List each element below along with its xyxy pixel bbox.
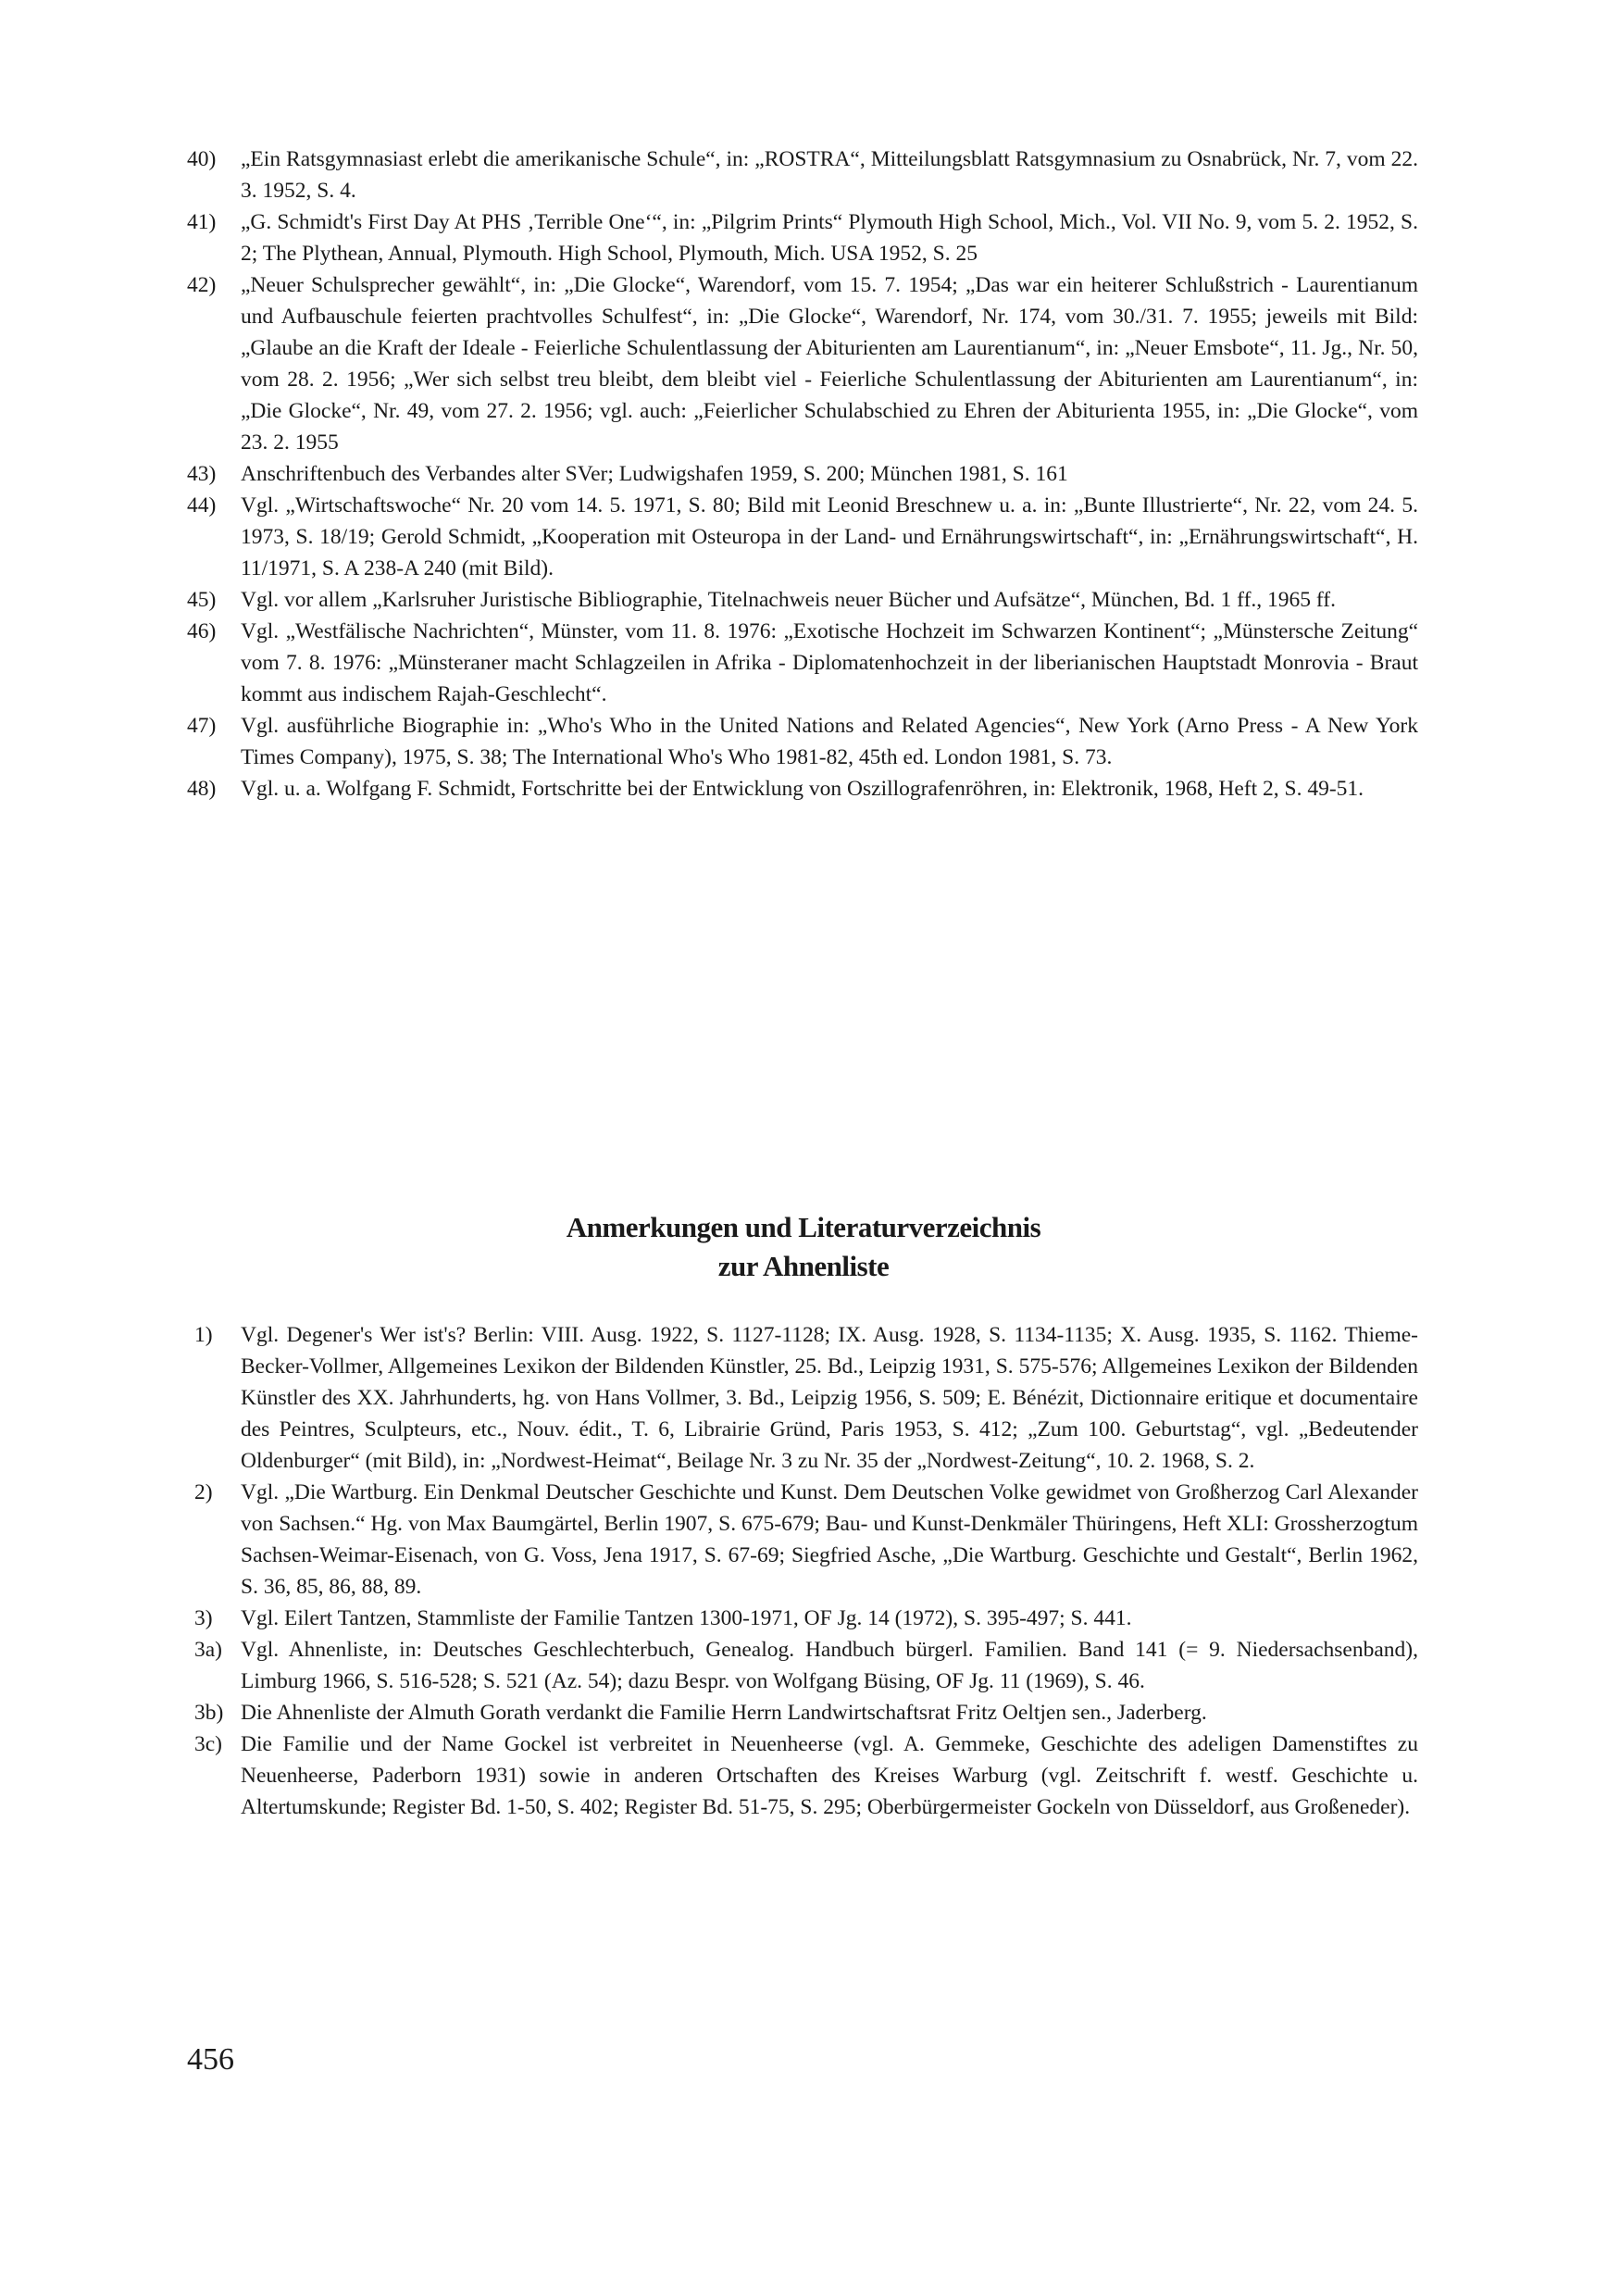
note-text: Vgl. „Westfälische Nachrichten“, Münster, vom 11. 8. 1976: „Exotische Hochzeit im Schwarzen Kontinent“; „Münstersche Zeitung“ vom 7. 8. 1976: „Münsteraner macht Schlagzeilen in Afrika - Diplomatenhochzeit in der liberianischen Hauptstadt Monrovia - Braut kommt aus indischem Rajah-Geschlecht“.: [241, 619, 1418, 706]
note-number: 3a): [194, 1638, 223, 1662]
note-3c: [187, 1728, 1418, 1823]
note-text: Vgl. u. a. Wolfgang F. Schmidt, Fortschritte bei der Entwicklung von Oszillografenröhren, in: Elektronik, 1968, Heft 2, S. 49-51.: [241, 777, 1364, 801]
note-number: 44): [187, 493, 217, 518]
note-2: [187, 1477, 1418, 1603]
note-number: 43): [187, 462, 217, 486]
note-45: [187, 584, 1418, 616]
note-3: [187, 1603, 1418, 1634]
heading-line-2: zur Ahnenliste: [717, 1250, 890, 1282]
note-text: Vgl. vor allem „Karlsruher Juristische Bibliographie, Titelnachweis neuer Bücher und Aufsätze“, München, Bd. 1 ff., 1965 ff.: [241, 588, 1337, 612]
note-42: [187, 269, 1418, 458]
note-1: [187, 1319, 1418, 1477]
note-number: 41): [187, 210, 217, 234]
note-text: Vgl. „Die Wartburg. Ein Denkmal Deutscher Geschichte und Kunst. Dem Deutschen Volke gewidmet von Großherzog Carl Alexander von Sachsen.“ Hg. von Max Baumgärtel, Berlin 1907, S. 675-679; Bau- und Kunst-Denkmäler Thüringens, Heft XLI: Grossherzogtum Sachsen-Weimar-Eisenach, von G. Voss, Jena 1917, S. 67-69; Siegfried Asche, „Die Wartburg. Geschichte und Gestalt“, Berlin 1962, S. 36, 85, 86, 88, 89.: [241, 1480, 1418, 1599]
notes-list-top: [187, 144, 1418, 805]
note-43: [187, 458, 1418, 490]
notes-list-bottom: [187, 1319, 1418, 1823]
note-text: Die Familie und der Name Gockel ist verbreitet in Neuenheerse (vgl. A. Gemmeke, Geschichte des adeligen Damenstiftes zu Neuenheerse, Paderborn 1931) sowie in anderen Ortschaften des Kreises Warburg (vgl. Zeitschrift f. westf. Geschichte u. Altertumskunde; Register Bd. 1-50, S. 402; Register Bd. 51-75, S. 295; Oberbürgermeister Gockeln von Düsseldorf, aus Großeneder).: [241, 1732, 1418, 1819]
note-number: 3b): [194, 1701, 224, 1725]
page-number: 456: [187, 2042, 234, 2077]
note-text: Anschriftenbuch des Verbandes alter SVer; Ludwigshafen 1959, S. 200; München 1981, S. 161: [241, 462, 1068, 486]
note-number: 47): [187, 714, 217, 738]
note-44: [187, 490, 1418, 584]
note-number: 1): [194, 1323, 213, 1347]
note-number: 2): [194, 1480, 213, 1504]
note-text: „G. Schmidt's First Day At PHS ‚Terrible One‘“, in: „Pilgrim Prints“ Plymouth High School, Mich., Vol. VII No. 9, vom 5. 2. 1952, S. 2; The Plythean, Annual, Plymouth. High School, Plymouth, Mich. USA 1952, S. 25: [241, 210, 1418, 266]
note-text: Vgl. Eilert Tantzen, Stammliste der Familie Tantzen 1300-1971, OF Jg. 14 (1972), S. 395-497; S. 441.: [241, 1606, 1132, 1630]
note-text: „Neuer Schulsprecher gewählt“, in: „Die Glocke“, Warendorf, vom 15. 7. 1954; „Das war ein heiterer Schlußstrich - Laurentianum und Aufbauschule feierten prachtvolles Schulfest“, in: „Die Glocke“, Warendorf, Nr. 174, vom 30./31. 7. 1955; jeweils mit Bild: „Glaube an die Kraft der Ideale - Feierliche Schulentlassung der Abiturienten am Laurentianum“, in: „Neuer Emsbote“, 11. Jg., Nr. 50, vom 28. 2. 1956; „Wer sich selbst treu bleibt, dem bleibt viel - Feierliche Schulentlassung der Abiturienten am Laurentianum“, in: „Die Glocke“, Nr. 49, vom 27. 2. 1956; vgl. auch: „Feierlicher Schulabschied zu Ehren der Abiturienta 1955, in: „Die Glocke“, vom 23. 2. 1955: [241, 273, 1418, 455]
note-number: 46): [187, 619, 217, 643]
heading-line-1: Anmerkungen und Literaturverzeichnis: [566, 1211, 1041, 1243]
note-48: [187, 773, 1418, 805]
note-number: 45): [187, 588, 217, 612]
note-text: Vgl. ausführliche Biographie in: „Who's Who in the United Nations and Related Agencies“, New York (Arno Press - A New York Times Company), 1975, S. 38; The International Who's Who 1981-82, 45th ed. London 1981, S. 73.: [241, 714, 1418, 769]
note-number: 42): [187, 273, 217, 297]
note-text: Vgl. Ahnenliste, in: Deutsches Geschlechterbuch, Genealog. Handbuch bürgerl. Familien. Band 141 (= 9. Niedersachsenband), Limburg 1966, S. 516-528; S. 521 (Az. 54); dazu Bespr. von Wolfgang Büsing, OF Jg. 11 (1969), S. 46.: [241, 1638, 1418, 1693]
section-heading: [0, 1208, 1607, 1286]
note-number: 40): [187, 147, 217, 171]
note-46: [187, 616, 1418, 710]
note-text: Vgl. Degener's Wer ist's? Berlin: VIII. Ausg. 1922, S. 1127-1128; IX. Ausg. 1928, S. 1134-1135; X. Ausg. 1935, S. 1162. Thieme-Becker-Vollmer, Allgemeines Lexikon der Bildenden Künstler, 25. Bd., Leipzig 1931, S. 575-576; Allgemeines Lexikon der Bildenden Künstler des XX. Jahrhunderts, hg. von Hans Vollmer, 3. Bd., Leipzig 1956, S. 509; E. Bénézit, Dictionnaire eritique et documentaire des Peintres, Sculpteurs, etc., Nouv. édit., T. 6, Librairie Gründ, Paris 1953, S. 412; „Zum 100. Geburtstag“, vgl. „Bedeutender Oldenburger“ (mit Bild), in: „Nordwest-Heimat“, Beilage Nr. 3 zu Nr. 35 der „Nordwest-Zeitung“, 10. 2. 1968, S. 2.: [241, 1323, 1418, 1473]
note-40: [187, 144, 1418, 206]
note-41: [187, 206, 1418, 269]
note-text: Vgl. „Wirtschaftswoche“ Nr. 20 vom 14. 5. 1971, S. 80; Bild mit Leonid Breschnew u. a. in: „Bunte Illustrierte“, Nr. 22, vom 24. 5. 1973, S. 18/19; Gerold Schmidt, „Kooperation mit Osteuropa in der Land- und Ernährungswirtschaft“, in: „Ernährungswirtschaft“, H. 11/1971, S. A 238-A 240 (mit Bild).: [241, 493, 1418, 580]
note-3a: [187, 1634, 1418, 1697]
note-text: „Ein Ratsgymnasiast erlebt die amerikanische Schule“, in: „ROSTRA“, Mitteilungsblatt Ratsgymnasium zu Osnabrück, Nr. 7, vom 22. 3. 1952, S. 4.: [241, 147, 1418, 203]
note-number: 48): [187, 777, 217, 801]
note-number: 3): [194, 1606, 213, 1630]
note-number: 3c): [194, 1732, 223, 1756]
note-3b: [187, 1697, 1418, 1728]
note-text: Die Ahnenliste der Almuth Gorath verdankt die Familie Herrn Landwirtschaftsrat Fritz Oeltjen sen., Jaderberg.: [241, 1701, 1207, 1725]
note-47: [187, 710, 1418, 773]
